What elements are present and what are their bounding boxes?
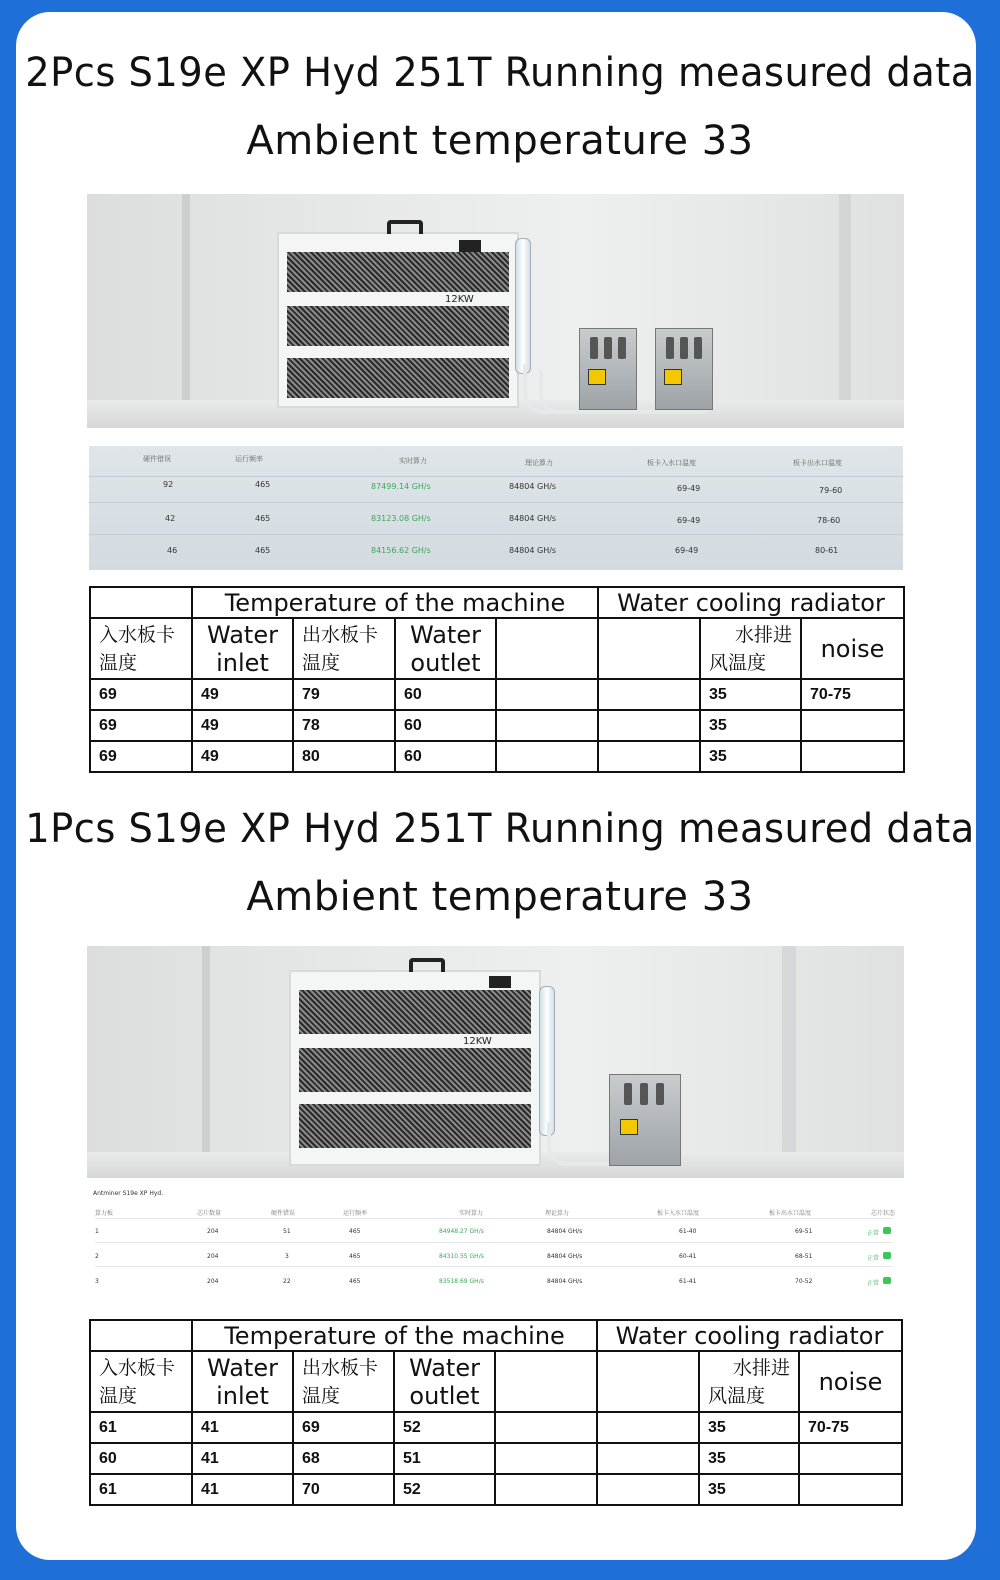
- table-cell: 35: [700, 710, 801, 741]
- table-cell: [598, 679, 700, 710]
- table-cell: [597, 1474, 699, 1505]
- table-cell: 60: [395, 679, 496, 710]
- col-header-noise: noise: [799, 1351, 902, 1412]
- table-cell: 79: [293, 679, 395, 710]
- table-cell: 52: [394, 1412, 495, 1443]
- miner-unit: [609, 1074, 681, 1166]
- status-ok-icon: [883, 1252, 891, 1259]
- table-cell: [597, 1412, 699, 1443]
- section1-data-table: [89, 586, 905, 773]
- table-cell: 49: [192, 710, 293, 741]
- water-tube: [515, 238, 531, 374]
- table-cell: [799, 1443, 902, 1474]
- col-header-empty: [598, 618, 700, 679]
- table-cell: [801, 710, 904, 741]
- section2-miner-status-screenshot: Antminer S19e XP Hyd. 算力板 芯片数量 硬件错误 运行频率 实时算力 理论算力 板卡入水口温度 板卡出水口温度 芯片状态 1 204 51 465 84948.27 GH/s 84804 GH/s 61-40 69-51 正常 2 204 3 465 84310.55 GH/s 84804 GH/s 60-41 68-51 正常 3 204 22 465 83518.69 GH/s 84804 GH/s 61-41 70-52 正常: [87, 1186, 901, 1298]
- water-tube: [539, 986, 555, 1136]
- section1-subtitle: Ambient temperature 33: [246, 118, 754, 164]
- table-cell: 60: [395, 710, 496, 741]
- col-header-noise: noise: [801, 618, 904, 679]
- section2-title: 1Pcs S19e XP Hyd 251T Running measured data: [25, 806, 975, 852]
- table-cell: 70-75: [801, 679, 904, 710]
- table-cell: 35: [700, 679, 801, 710]
- col-header-empty: [597, 1351, 699, 1412]
- section2-subtitle: Ambient temperature 33: [246, 874, 754, 920]
- col-header-radiator-temp: 水排进 风温度: [699, 1351, 799, 1412]
- col-header-outlet-en: Water outlet: [395, 618, 496, 679]
- table-row: [90, 1474, 902, 1505]
- table-cell: [496, 741, 598, 772]
- table-row: [90, 1443, 902, 1474]
- table-row: [90, 710, 904, 741]
- group-header-radiator: Water cooling radiator: [598, 587, 904, 618]
- col-header-empty: [496, 618, 598, 679]
- table-cell: 69: [90, 741, 192, 772]
- table-cell: [597, 1443, 699, 1474]
- table-cell: 35: [699, 1474, 799, 1505]
- col-header-outlet-zh: 出水板卡温度: [293, 618, 395, 679]
- table-cell: 35: [700, 741, 801, 772]
- col-header-radiator-temp: 水排进 风温度: [700, 618, 801, 679]
- section1-title: 2Pcs S19e XP Hyd 251T Running measured data: [25, 50, 975, 96]
- col-header-inlet-en: Water inlet: [192, 618, 293, 679]
- table-cell: 41: [192, 1443, 293, 1474]
- table-cell: [801, 741, 904, 772]
- power-label: 12KW: [463, 1036, 492, 1047]
- table-cell: 35: [699, 1443, 799, 1474]
- group-header-machine: Temperature of the machine: [192, 1320, 597, 1351]
- col-header-outlet-zh: 出水板卡温度: [293, 1351, 394, 1412]
- table-cell: 80: [293, 741, 395, 772]
- table-cell: [495, 1412, 597, 1443]
- radiator-unit: [289, 970, 541, 1166]
- table-cell: 35: [699, 1412, 799, 1443]
- table-row: [90, 741, 904, 772]
- radiator-unit: [277, 232, 519, 408]
- table-cell: [495, 1443, 597, 1474]
- table-cell: 78: [293, 710, 395, 741]
- section2-product-photo: [87, 946, 904, 1178]
- table-cell: [598, 741, 700, 772]
- status-ok-icon: [883, 1227, 891, 1234]
- table-cell: 60: [90, 1443, 192, 1474]
- table-cell: 49: [192, 679, 293, 710]
- miner-unit: [579, 328, 637, 410]
- col-header-inlet-zh: 入水板卡温度: [90, 1351, 192, 1412]
- table-corner-cell: [90, 587, 192, 618]
- table-cell: 70: [293, 1474, 394, 1505]
- section1-miner-status-screenshot: 硬件错误 运行频率 实时算力 理论算力 板卡入水口温度 板卡出水口温度 92 465 87499.14 GH/s 84804 GH/s 69-49 79-60 42 465 83123.08 GH/s 84804 GH/s 69-49 78-60 46 465 84156.62 GH/s 84804 GH/s 69-49 80-61: [89, 446, 903, 570]
- table-cell: 61: [90, 1474, 192, 1505]
- table-cell: 51: [394, 1443, 495, 1474]
- table-cell: 70-75: [799, 1412, 902, 1443]
- group-header-machine: Temperature of the machine: [192, 587, 598, 618]
- section2-data-table: [89, 1319, 903, 1506]
- col-header-empty: [495, 1351, 597, 1412]
- power-label: 12KW: [445, 294, 474, 305]
- section1-product-photo: [87, 194, 904, 428]
- miner-unit: [655, 328, 713, 410]
- screenshot-caption: Antminer S19e XP Hyd.: [93, 1190, 164, 1197]
- table-cell: [496, 710, 598, 741]
- table-cell: 52: [394, 1474, 495, 1505]
- table-cell: [496, 679, 598, 710]
- table-cell: 49: [192, 741, 293, 772]
- table-cell: [598, 710, 700, 741]
- col-header-inlet-en: Water inlet: [192, 1351, 293, 1412]
- table-cell: [495, 1474, 597, 1505]
- table-cell: [799, 1474, 902, 1505]
- table-cell: 60: [395, 741, 496, 772]
- table-cell: 61: [90, 1412, 192, 1443]
- table-cell: 68: [293, 1443, 394, 1474]
- table-cell: 41: [192, 1412, 293, 1443]
- table-corner-cell: [90, 1320, 192, 1351]
- table-cell: 41: [192, 1474, 293, 1505]
- table-cell: 69: [90, 710, 192, 741]
- table-cell: 69: [90, 679, 192, 710]
- col-header-outlet-en: Water outlet: [394, 1351, 495, 1412]
- col-header-inlet-zh: 入水板卡温度: [90, 618, 192, 679]
- table-row: [90, 679, 904, 710]
- table-cell: 69: [293, 1412, 394, 1443]
- table-row: [90, 1412, 902, 1443]
- status-ok-icon: [883, 1277, 891, 1284]
- group-header-radiator: Water cooling radiator: [597, 1320, 902, 1351]
